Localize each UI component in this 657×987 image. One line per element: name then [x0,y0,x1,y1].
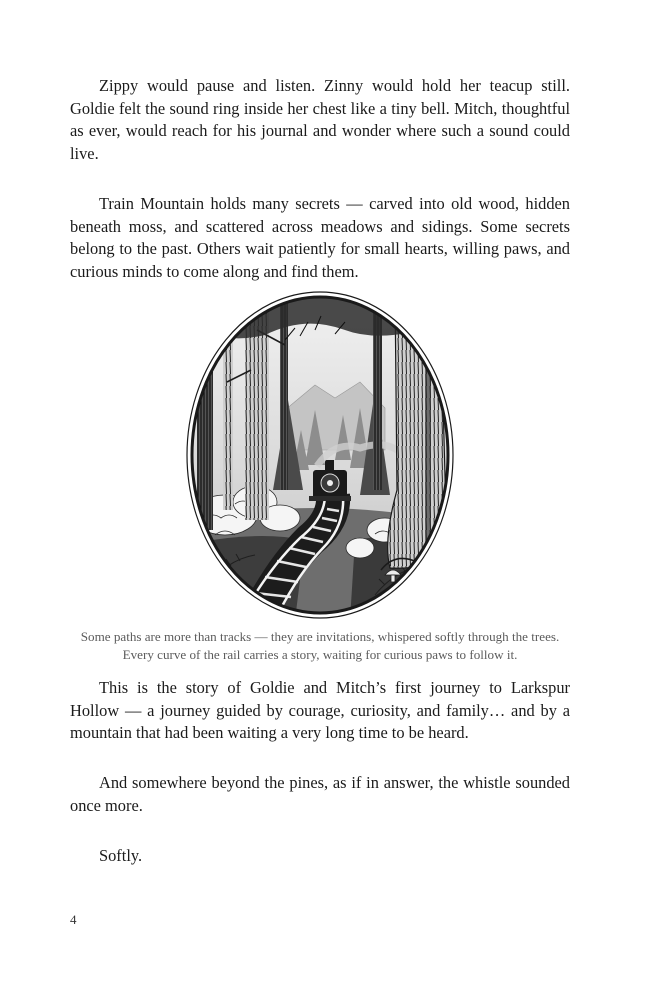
paragraph-whistle-sounded [70,772,570,817]
paragraph-text: This is the story of Goldie and Mitch’s first journey to Larkspur Hollow — a journey guided by courage, curiosity, and family… and by a mountain that had been waiting a very long time to be heard. [70,678,570,743]
paragraph-softly [70,845,570,868]
page-number: 4 [70,912,77,927]
paragraph-text: And somewhere beyond the pines, as if in answer, the whistle sounded once more. [70,773,570,815]
paragraph-text: Zippy would pause and listen. Zinny would hold her teacup still. Goldie felt the sound ring inside her chest like a tiny bell. Mitch, thoughtful as ever, would reach for his journal and wonder where such a sound could live. [70,76,570,163]
paragraph-text: Softly. [99,846,143,865]
figure-caption: Some paths are more than tracks — they are invitations, whispered softly through the trees. Every curve of the rail carries a story, waiting for curious paws to follow it. [80,629,560,662]
oval-vignette-image [185,290,455,620]
paragraph-text: Train Mountain holds many secrets — carved into old wood, hidden beneath moss, and scattered across meadows and sidings. Some secrets belong to the past. Others wait patiently for small hearts, willing paws, and curious minds to come along and find them. [70,194,570,281]
forest-train-illustration [185,290,455,620]
paragraph-train-mountain-secrets [70,193,570,283]
paragraph-larkspur-hollow [70,677,570,745]
paragraph-zippy-listen [70,75,570,165]
